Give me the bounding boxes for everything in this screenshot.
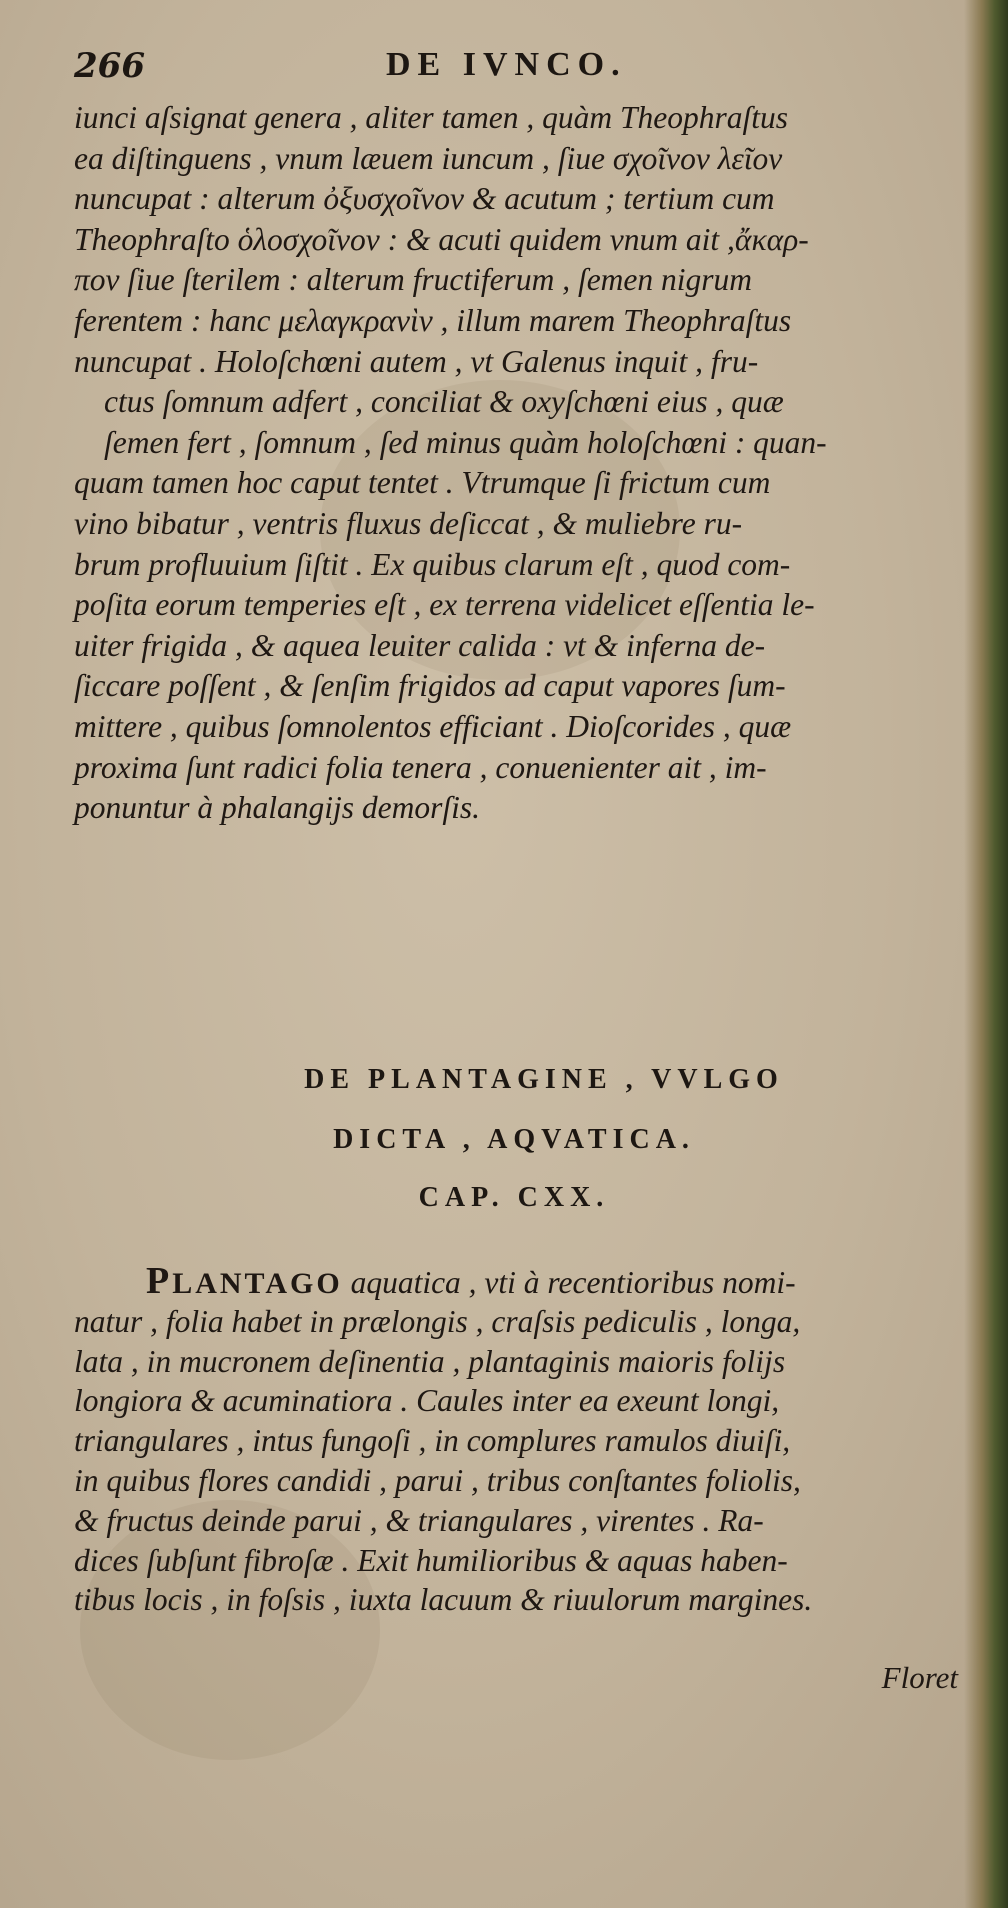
text-line: ferentem : hanc μελαγκρανὶν , illum marem Theophraſtus <box>74 302 792 338</box>
text-line: proxima ſunt radici folia tenera , conuenienter ait , im- <box>74 749 767 785</box>
chapter-number: CAP. CXX. <box>418 1182 610 1213</box>
text-line: πον ſiue ſterilem : alterum fructiferum , ſemen nigrum <box>74 262 753 298</box>
text-line: longiora & acuminatiora . Caules inter ea exeunt longi, <box>74 1383 780 1419</box>
opening-word-rest: LANTAGO <box>172 1267 343 1300</box>
text-line: tibus locis , in foſsis , iuxta lacuum & riuulorum margines. <box>74 1582 813 1618</box>
text-line: nuncupat . Holoſchœni autem , vt Galenus inquit , fru- <box>74 343 759 379</box>
chapter-title-line-1: DE PLANTAGINE , VVLGO <box>304 1064 784 1095</box>
text-line: nuncupat : alterum ὀξυσχοῖνον & acutum ; tertium cum <box>74 181 775 217</box>
first-line-text: aquatica , vti à recentioribus nomi- <box>342 1265 796 1300</box>
text-line: & fructus deinde parui , & triangulares , virentes . Ra- <box>74 1502 764 1538</box>
text-line: uiter frigida , & aquea leuiter calida : vt & inferna de- <box>74 627 766 663</box>
text-line: quam tamen hoc caput tentet . Vtrumque ſi frictum cum <box>74 465 771 501</box>
page-number: 266 <box>74 46 145 86</box>
text-line: ſemen fert , ſomnum , ſed minus quàm holoſchœni : quan- <box>104 424 827 460</box>
text-line <box>74 1262 974 1302</box>
text-line: ſiccare poſſent , & ſenſim frigidos ad caput vapores ſum- <box>74 668 786 704</box>
text-line: lata , in mucronem deſinentia , plantaginis maioris folijs <box>74 1343 786 1379</box>
text-line: ea diſtinguens , vnum læuem iuncum , ſiue σχοῖνον λεῖον <box>74 140 783 176</box>
text-line: iunci aſsignat genera , aliter tamen , quàm Theophraſtus <box>74 100 788 135</box>
text-line: natur , folia habet in prælongis , craſsis pediculis , longa, <box>74 1303 801 1339</box>
text-line: vino bibatur , ventris fluxus deſiccat , & muliebre ru- <box>74 505 743 541</box>
text-line: ctus ſomnum adfert , conciliat & oxyſchœni eius , quæ <box>104 384 784 420</box>
text-line: triangulares , intus fungoſi , in complures ramulos diuiſi, <box>74 1423 791 1459</box>
running-head: DE IVNCO. <box>386 46 627 83</box>
opening-word <box>146 1260 343 1302</box>
text-line: poſita eorum temperies eſt , ex terrena videlicet eſſentia le- <box>74 587 815 623</box>
text-line: in quibus flores candidi , parui , tribus conſtantes foliolis, <box>74 1462 801 1498</box>
text-line: brum profluuium ſiſtit . Ex quibus clarum eſt , quod com- <box>74 546 791 582</box>
paragraph-plantago <box>74 1262 974 1620</box>
chapter-title-line-2: DICTA , AQVATICA. <box>333 1124 695 1155</box>
initial-letter: P <box>146 1260 173 1302</box>
text-line: ponuntur à phalangijs demorſis. <box>74 790 481 826</box>
text-line: Theophraſto ὁλοσχοῖνον : & acuti quidem vnum ait ,ἄκαρ- <box>74 221 809 257</box>
text-line: mittere , quibus ſomnolentos efficiant . Dioſcorides , quæ <box>74 708 792 744</box>
catchword: Floret <box>881 1660 958 1695</box>
paragraph-iuncus <box>74 98 974 829</box>
page-header <box>74 42 964 92</box>
text-line: dices ſubſunt fibroſæ . Exit humilioribus & aquas haben- <box>74 1542 788 1578</box>
